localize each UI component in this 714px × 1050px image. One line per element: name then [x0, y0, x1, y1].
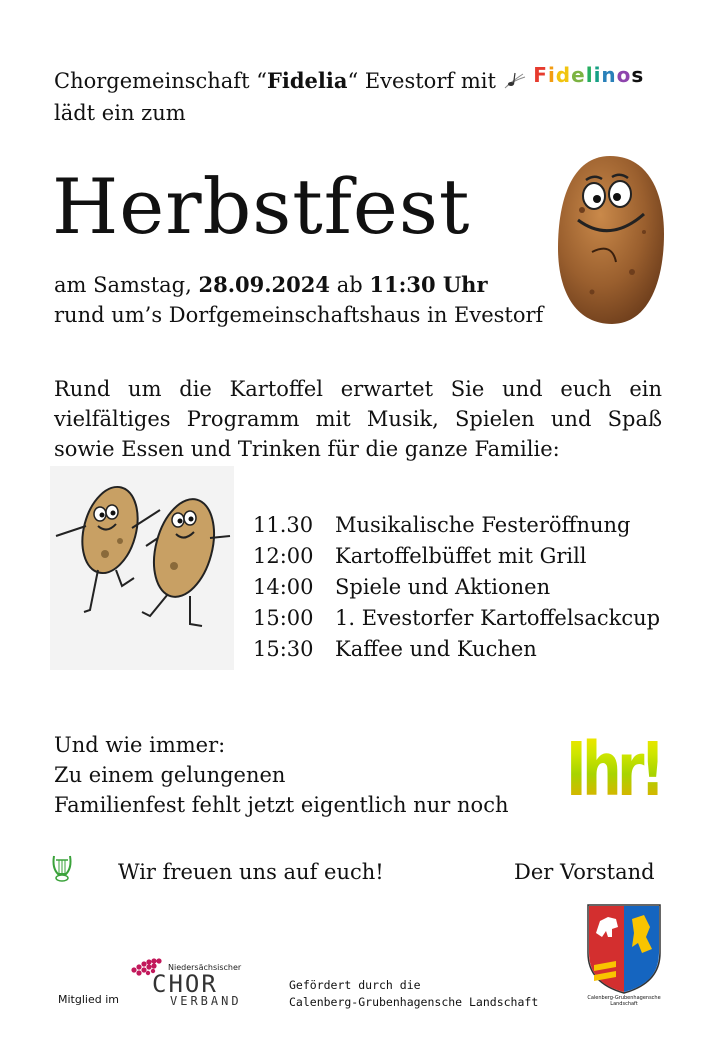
event-time: 11:30 Uhr — [369, 272, 488, 297]
schedule-item: Kartoffelbüffet mit Grill — [335, 544, 587, 568]
funding-line: Calenberg-Grubenhagensche Landschaft — [289, 995, 539, 1009]
schedule-item: 1. Evestorfer Kartoffelsackcup — [335, 606, 661, 630]
signature: Der Vorstand — [514, 860, 655, 884]
crest-label: Calenberg-Grubenhagensche Landschaft — [587, 995, 661, 1007]
intro-org-prefix: Chorgemeinschaft “ — [54, 69, 267, 93]
schedule-time: 12:00 — [253, 544, 314, 568]
schedule-row — [253, 541, 660, 572]
schedule-row — [253, 510, 660, 541]
event-date: 28.09.2024 — [198, 272, 331, 297]
dancing-potatoes-image — [50, 466, 234, 670]
schedule-row — [253, 572, 660, 603]
funding-line: Gefördert durch die — [289, 978, 421, 992]
description-line: vielfältiges Programm mit Musik, Spielen und Spaß — [54, 407, 662, 431]
page-title: Herbstfest — [52, 162, 471, 251]
member-label: Mitglied im — [58, 993, 119, 1006]
intro-org-suffix: “ Evestorf mit — [347, 69, 496, 93]
schedule-time: 15:30 — [253, 637, 314, 661]
description-line: Rund um die Kartoffel erwartet Sie und euch ein — [54, 377, 662, 401]
chor-logo-verband: VERBAND — [170, 994, 242, 1008]
funding-note — [289, 977, 538, 1011]
chor-logo-text: CHOR — [152, 970, 218, 998]
closing-line: Zu einem gelungenen — [54, 763, 286, 787]
music-note-icon — [503, 68, 527, 98]
closing-text — [54, 730, 508, 820]
fidelinos-logo: Fidelinos — [533, 63, 645, 87]
choir-name: Fidelia — [266, 68, 348, 93]
intro-text — [54, 63, 645, 128]
schedule-row — [253, 603, 660, 634]
schedule-time: 15:00 — [253, 606, 314, 630]
description-line: sowie Essen und Trinken für die ganze Familie: — [54, 437, 560, 461]
schedule-row — [253, 634, 660, 665]
date-mid: ab — [336, 273, 363, 297]
schedule-item: Kaffee und Kuchen — [335, 637, 537, 661]
potato-mascot-image — [552, 152, 668, 332]
schedule-time: 14:00 — [253, 575, 314, 599]
event-description — [54, 374, 662, 464]
chor-logo-small-text: Niedersächsischer — [168, 963, 242, 972]
closing-line: Familienfest fehlt jetzt eigentlich nur noch — [54, 793, 509, 817]
lyre-icon — [50, 852, 74, 884]
closing-line: Und wie immer: — [54, 733, 226, 757]
event-date-place — [54, 270, 543, 330]
schedule-time: 11.30 — [253, 513, 314, 537]
date-prefix: am Samstag, — [54, 273, 192, 297]
schedule-item: Musikalische Festeröffnung — [335, 513, 631, 537]
schedule-list — [253, 510, 660, 665]
event-place: rund um’s Dorfgemeinschaftshaus in Evestorf — [54, 303, 544, 327]
schedule-item: Spiele und Aktionen — [335, 575, 551, 599]
invite-line: lädt ein zum — [54, 100, 186, 125]
ihr-wordart: Ihr! — [566, 727, 661, 813]
coat-of-arms-icon — [586, 903, 662, 999]
greeting: Wir freuen uns auf euch! — [118, 860, 384, 884]
